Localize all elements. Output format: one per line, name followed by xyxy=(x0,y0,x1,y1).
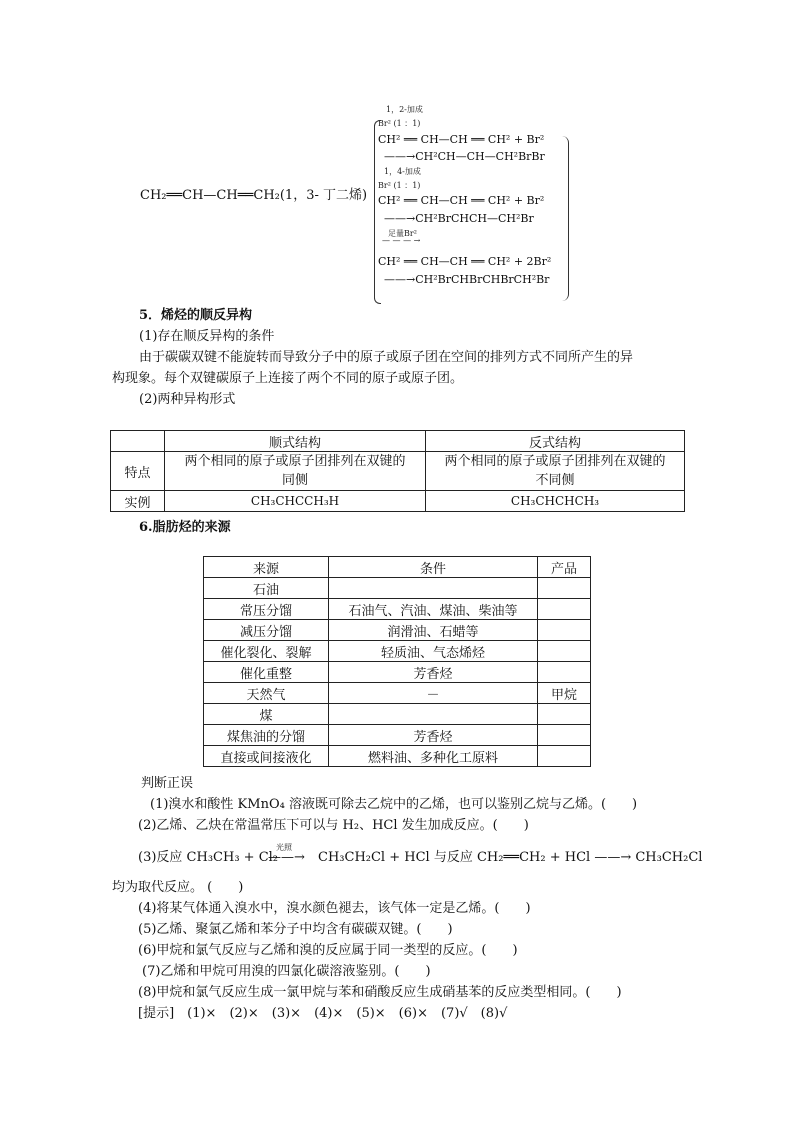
reaction3-equation: CH² ══ CH—CH ══ CH² + 2Br² xyxy=(378,255,552,268)
judge-question-6: (6)甲烷和氯气反应与乙烯和溴的反应属于同一类型的反应。( ) xyxy=(138,943,518,958)
reaction2-condition-top: 1，4-加成 xyxy=(384,167,421,176)
condition-cell: － xyxy=(329,683,538,704)
reaction3-product: ——→CH²BrCHBrCHBrCH²Br xyxy=(384,273,550,286)
right-brace xyxy=(562,136,569,301)
source-cell: 煤 xyxy=(204,704,329,725)
table-row xyxy=(204,599,591,620)
source-cell: 直接或间接液化 xyxy=(204,746,329,767)
table-row xyxy=(204,641,591,662)
product-cell xyxy=(538,641,591,662)
source-cell: 天然气 xyxy=(204,683,329,704)
source-cell: 催化裂化、裂解 xyxy=(204,641,329,662)
section5-subheading-1: (1)存在顺反异构的条件 xyxy=(139,329,275,344)
judge-question-7: (7)乙烯和甲烷可用溴的四氯化碳溶液鉴别。( ) xyxy=(142,964,431,979)
table-row xyxy=(111,431,685,452)
source-header-product: 产品 xyxy=(538,557,591,578)
table-header-trans: 反式结构 xyxy=(426,431,685,452)
cis-feature-cell xyxy=(165,452,426,491)
reaction2-product: ——→CH²BrCHCH—CH²Br xyxy=(384,212,534,225)
table-row xyxy=(204,620,591,641)
section5-paragraph-line-1: 由于碳碳双键不能旋转而导致分子中的原子或原子团在空间的排列方式不同所产生的异 xyxy=(139,350,634,365)
judge-question-2: (2)乙烯、乙炔在常温常压下可以与 H₂、HCl 发生加成反应。( ) xyxy=(138,818,529,833)
section5-title: 5．烯烃的顺反异构 xyxy=(139,308,253,323)
q3-arrow: ——→ xyxy=(268,850,305,865)
judge-question-3b: CH₃CH₂Cl + HCl 与反应 CH₂══CH₂ + HCl ——→ CH₃CH₂Cl xyxy=(318,850,703,865)
judge-question-4: (4)将某气体通入溴水中，溴水颜色褪去，该气体一定是乙烯。( ) xyxy=(138,901,531,916)
table-row xyxy=(204,578,591,599)
condition-cell: 石油气、汽油、煤油、柴油等 xyxy=(329,599,538,620)
table-header-cis: 顺式结构 xyxy=(165,431,426,452)
product-cell xyxy=(538,599,591,620)
judge-title: 判断正误 xyxy=(141,776,194,791)
reaction2-equation: CH² ══ CH—CH ══ CH² + Br² xyxy=(378,194,545,207)
reaction1-equation: CH² ══ CH—CH ══ CH² + Br² xyxy=(378,133,545,146)
product-cell: 甲烷 xyxy=(538,683,591,704)
condition-cell: 燃料油、多种化工原料 xyxy=(329,746,538,767)
reaction1-product: ——→CH²CH—CH—CH²BrBr xyxy=(384,150,545,163)
trans-example: CH₃CHCHCH₃ xyxy=(426,491,685,512)
table-row xyxy=(204,662,591,683)
row-label-feature: 特点 xyxy=(111,452,165,491)
table-row xyxy=(111,452,685,491)
product-cell xyxy=(538,725,591,746)
condition-cell: 轻质油、气态烯烃 xyxy=(329,641,538,662)
table-row xyxy=(111,491,685,512)
left-brace xyxy=(374,120,381,304)
reaction2-condition-bottom: Br² (1 ：1) xyxy=(378,181,421,190)
source-cell: 常压分馏 xyxy=(204,599,329,620)
table-row xyxy=(204,557,591,578)
condition-cell xyxy=(329,578,538,599)
cis-feature-line-2: 同侧 xyxy=(281,473,308,488)
judge-question-5: (5)乙烯、聚氯乙烯和苯分子中均含有碳碳双键。( ) xyxy=(138,922,453,937)
product-cell xyxy=(538,620,591,641)
table-row xyxy=(204,683,591,704)
butadiene-formula: CH₂══CH—CH══CH₂(1，3- 丁二烯) xyxy=(140,188,368,203)
product-cell xyxy=(538,578,591,599)
cis-feature-line-1: 两个相同的原子或原子团排列在双键的 xyxy=(184,454,406,469)
table-row xyxy=(204,725,591,746)
source-table xyxy=(203,556,591,767)
product-cell xyxy=(538,746,591,767)
reaction1-condition-bottom: Br² (1 ：1) xyxy=(378,119,421,128)
condition-cell: 芳香烃 xyxy=(329,725,538,746)
judge-question-3a: (3)反应 CH₃CH₃ + Cl₂ xyxy=(138,850,279,865)
trans-feature-line-1: 两个相同的原子或原子团排列在双键的 xyxy=(444,454,666,469)
reaction3-arrow: — — — → xyxy=(382,236,421,245)
section5-subheading-2: (2)两种异构形式 xyxy=(139,392,236,407)
source-cell: 减压分馏 xyxy=(204,620,329,641)
section5-paragraph-line-2: 构现象。每个双键碳原子上连接了两个不同的原子或原子团。 xyxy=(112,371,464,386)
table-row xyxy=(204,704,591,725)
source-header-condition: 条件 xyxy=(329,557,538,578)
condition-cell xyxy=(329,704,538,725)
judge-question-1: (1)溴水和酸性 KMnO₄ 溶液既可除去乙烷中的乙烯，也可以鉴别乙烷与乙烯。( ) xyxy=(150,797,638,812)
reaction1-condition-top: 1，2-加成 xyxy=(386,105,423,114)
product-cell xyxy=(538,662,591,683)
source-cell: 石油 xyxy=(204,578,329,599)
trans-feature-line-2: 不同侧 xyxy=(535,473,575,488)
row-label-example: 实例 xyxy=(111,491,165,512)
condition-cell: 芳香烃 xyxy=(329,662,538,683)
reaction3-condition: 足量Br² xyxy=(388,229,417,238)
q3-condition: 光照 xyxy=(276,843,292,852)
judge-question-8: (8)甲烷和氯气反应生成一氯甲烷与苯和硝酸反应生成硝基苯的反应类型相同。( ) xyxy=(138,985,622,1000)
answer-hint: [提示] (1)× (2)× (3)× (4)× (5)× (6)× (7)√ (8)√ xyxy=(138,1006,508,1021)
source-cell: 催化重整 xyxy=(204,662,329,683)
section6-title: 6.脂肪烃的来源 xyxy=(139,520,231,535)
source-cell: 煤焦油的分馏 xyxy=(204,725,329,746)
judge-question-3c: 均为取代反应。 ( ) xyxy=(112,880,244,895)
condition-cell: 润滑油、石蜡等 xyxy=(329,620,538,641)
table-row xyxy=(204,746,591,767)
trans-feature-cell xyxy=(426,452,685,491)
cis-example: CH₃CHCCH₃H xyxy=(165,491,426,512)
isomer-table xyxy=(110,430,685,512)
source-header-source: 来源 xyxy=(204,557,329,578)
table-header-empty xyxy=(111,431,165,452)
product-cell xyxy=(538,704,591,725)
